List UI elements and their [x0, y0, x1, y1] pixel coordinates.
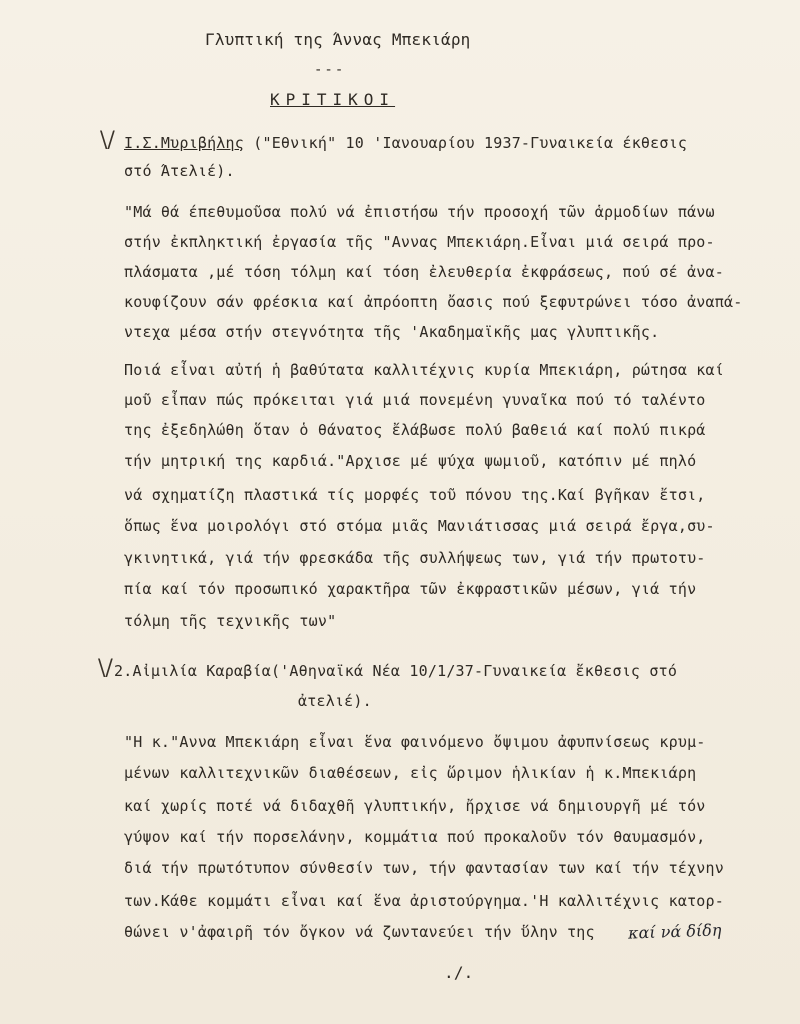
section2-line: διά τήν πρωτότυπον σύνθεσίν των, τήν φαντασίαν των καί τήν τέχνην: [124, 859, 724, 877]
document-title: Γλυπτική της Άννας Μπεκιάρη: [205, 30, 471, 49]
handwritten-addition: καί νά δίδη: [627, 920, 722, 943]
section1-line: της ἐξεδηλώθη ὅταν ὁ θάνατος ἔλάβωσε πολύ βαθειά καί πολύ πικρά: [124, 421, 706, 439]
section1-line: πία καί τόν προσωπικό χαρακτῆρα τῶν ἐκφραστικῶν μέσων, γιά τήν: [124, 580, 697, 598]
section1-source-cont: στό Άτελιέ).: [124, 162, 235, 180]
section1-source: ("Εθνική" 10 'Ιανουαρίου 1937-Γυναικεία έκθεσις: [253, 134, 688, 152]
section1-line: μοῦ εἶπαν πώς πρόκειται γιά μιά πονεμένη γυναῖκα πού τό ταλέντο: [124, 391, 706, 409]
section1-header: [124, 134, 687, 152]
section1-author: Ι.Σ.Μυριβήλης: [124, 134, 244, 152]
section1-line: "Μά θά έπεθυμοῦσα πολύ νά ἐπιστήσω τήν προσοχή τῶν ἁρμοδίων πάνω: [124, 203, 715, 221]
section2-author: 2.Αἰμιλία Καραβία: [114, 662, 271, 680]
section1-line: ντεχα μέσα στήν στεγνότητα τῆς 'Ακαδημαϊκῆς μας γλυπτικῆς.: [124, 323, 660, 341]
critics-heading: ΚΡΙΤΙΚΟΙ: [270, 90, 396, 109]
section2-source-cont: ἀτελιέ).: [298, 692, 372, 710]
section2-header: [114, 662, 677, 680]
section2-line: μένων καλλιτεχνικῶν διαθέσεων, εἰς ὥριμον ἡλικίαν ἡ κ.Μπεκιάρη: [124, 764, 697, 782]
section1-line: Ποιά εἶναι αὐτή ἡ βαθύτατα καλλιτέχνις κυρία Μπεκιάρη, ρώτησα καί: [124, 361, 724, 379]
section1-line: γκινητικά, γιά τήν φρεσκάδα τῆς συλλήψεως των, γιά τήν πρωτοτυ-: [124, 549, 706, 567]
section2-line: "Η κ."Αννα Μπεκιάρη εἶναι ἕνα φαινόμενο ὄψιμου ἀφυπνίσεως κρυμ-: [124, 733, 706, 751]
section1-line: πλάσματα ,μέ τόση τόλμη καί τόση ἐλευθερία ἐκφράσεως, πού σέ ἀνα-: [124, 263, 724, 281]
section2-line: θώνει ν'ἀφαιρῆ τόν ὄγκον νά ζωντανεύει τήν ὕλην της: [124, 923, 595, 941]
section1-line: τήν μητρική της καρδιά."Αρχισε μέ ψύχα ψωμιοῦ, κατόπιν μέ πηλό: [124, 452, 697, 470]
section2-line: γύψον καί τήν πορσελάνην, κομμάτια πού προκαλοῦν τόν θαυμασμόν,: [124, 828, 706, 846]
section1-line: ὅπως ἕνα μοιρολόγι στό στόμα μιᾶς Μανιάτισσας μιά σειρά ἔργα,συ-: [124, 517, 715, 535]
section2-source: ('Αθηναϊκά Νέα 10/1/37-Γυναικεία ἔκθεσις στό: [270, 662, 678, 680]
section1-line: στήν ἐκπληκτική ἐργασία τῆς "Αννας Μπεκιάρη.Εἶναι μιά σειρά προ-: [124, 233, 715, 251]
section1-line: κουφίζουν σάν φρέσκια καί ἀπρόοπτη ὄασις πού ξεφυτρώνει τόσο ἀναπά-: [124, 293, 743, 311]
section1-line: τόλμη τῆς τεχνικῆς των": [124, 612, 337, 630]
section1-line: νά σχηματίζη πλαστικά τίς μορφές τοῦ πόνου της.Καί βγῆκαν ἔτσι,: [124, 486, 706, 504]
continuation-mark: ./.: [444, 963, 474, 982]
title-separator: ---: [314, 62, 346, 78]
check-mark-icon: \/: [98, 656, 113, 681]
section2-line: καί χωρίς ποτέ νά διδαχθῆ γλυπτικήν, ἤρχισε νά δημιουργῆ μέ τόν: [124, 797, 706, 815]
check-mark-icon: \/: [100, 128, 115, 153]
section2-line: των.Κάθε κομμάτι εἶναι καί ἕνα ἀριστούργημα.'Η καλλιτέχνις κατορ-: [124, 892, 724, 910]
